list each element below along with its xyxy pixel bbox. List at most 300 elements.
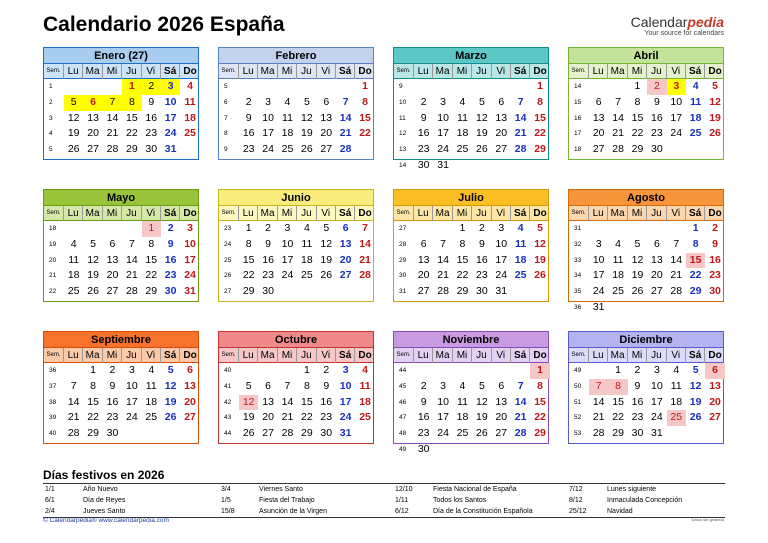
weekday-header: Ju xyxy=(122,206,141,221)
weekday-header: Ju xyxy=(647,64,666,79)
week-number: 10 xyxy=(399,98,407,106)
weekday-header: Mi xyxy=(103,348,122,363)
day-cell: 8 xyxy=(537,379,543,392)
weekday-header: Sá xyxy=(511,206,530,221)
weekday-header: Ma xyxy=(608,64,627,79)
weekday-header: Mi xyxy=(278,64,297,79)
holiday-date: 7/12 xyxy=(569,486,583,493)
day-cell: 12 xyxy=(67,111,80,124)
empty-day xyxy=(103,221,122,237)
footer-note: Datos sin garantía xyxy=(691,517,724,522)
day-cell: 31 xyxy=(339,427,352,440)
empty-day xyxy=(278,284,297,300)
month-11 xyxy=(393,331,549,455)
week-number: 35 xyxy=(574,288,582,296)
day-cell: 7 xyxy=(517,379,524,392)
day-cell: 10 xyxy=(164,95,177,108)
day-cell: 30 xyxy=(262,285,274,298)
weekday-header: Sá xyxy=(686,64,705,79)
day-cell: 12 xyxy=(631,253,644,266)
day-cell: 4 xyxy=(70,237,77,250)
holiday-name: Año Nuevo xyxy=(83,486,118,493)
weekday-header: Lu xyxy=(239,348,258,363)
day-cell: 19 xyxy=(242,411,255,424)
empty-day xyxy=(647,300,666,316)
day-cell: 29 xyxy=(242,285,255,298)
day-cell: 20 xyxy=(592,127,605,140)
day-cell: 8 xyxy=(303,379,310,392)
day-cell: 5 xyxy=(634,237,641,250)
day-cell: 12 xyxy=(87,253,99,266)
day-cell: 18 xyxy=(145,395,158,408)
empty-day xyxy=(492,158,511,174)
day-cell: 27 xyxy=(320,143,333,156)
empty-day xyxy=(122,221,141,237)
day-cell: 27 xyxy=(106,285,119,298)
day-cell: 11 xyxy=(690,95,702,108)
empty-day xyxy=(239,79,258,95)
week-number: 43 xyxy=(224,414,232,422)
holiday-name: Día de la Constitución Española xyxy=(433,508,533,515)
weekday-header: Vi xyxy=(667,348,686,363)
weekday-header: Ju xyxy=(472,206,491,221)
empty-day xyxy=(667,426,686,442)
day-cell: 14 xyxy=(339,111,352,124)
day-cell: 17 xyxy=(651,395,663,408)
empty-day xyxy=(472,363,491,379)
holiday-name: Todos los Santos xyxy=(433,497,487,504)
day-cell: 12 xyxy=(689,379,702,392)
holiday-date: 25/12 xyxy=(569,508,587,515)
weekday-header: Mi xyxy=(103,206,122,221)
week-number: 20 xyxy=(49,256,57,264)
weekday-header: Ma xyxy=(83,64,102,79)
week-number: 42 xyxy=(224,398,232,406)
week-number: 38 xyxy=(49,398,57,406)
holiday-name: Fiesta del Trabajo xyxy=(259,497,315,504)
day-cell: 26 xyxy=(534,269,546,282)
month-name: Abril xyxy=(569,48,723,64)
weekday-header: Do xyxy=(358,66,372,77)
day-cell: 2 xyxy=(478,222,485,234)
weekday-header: Ju xyxy=(297,64,316,79)
day-cell: 7 xyxy=(342,95,349,108)
month-12 xyxy=(568,331,724,444)
day-cell: 5 xyxy=(692,364,699,376)
empty-day xyxy=(64,221,83,237)
empty-day xyxy=(530,158,549,174)
day-cell: 15 xyxy=(359,111,371,124)
day-cell: 19 xyxy=(476,411,488,424)
day-cell: 3 xyxy=(187,222,193,234)
week-number: 15 xyxy=(574,98,582,106)
empty-day xyxy=(608,79,627,95)
empty-day xyxy=(453,79,472,95)
day-cell: 24 xyxy=(262,143,274,156)
weekday-header: Do xyxy=(358,208,372,219)
day-cell: 25 xyxy=(612,285,624,298)
day-cell: 7 xyxy=(284,379,291,392)
empty-day xyxy=(122,426,141,442)
week-number: 39 xyxy=(49,414,57,422)
day-cell: 7 xyxy=(362,222,368,234)
weekday-header: Vi xyxy=(667,206,686,221)
day-cell: 19 xyxy=(164,395,177,408)
day-cell: 13 xyxy=(495,395,508,408)
empty-day xyxy=(511,363,530,379)
week-number: 49 xyxy=(399,445,407,453)
day-cell: 4 xyxy=(148,364,155,376)
weekday-header: Lu xyxy=(239,206,258,221)
day-cell: 21 xyxy=(67,411,80,424)
weekday-header: Do xyxy=(533,66,547,77)
week-number-header: Sem. xyxy=(219,206,239,221)
day-cell: 8 xyxy=(122,95,141,111)
day-cell: 28 xyxy=(339,143,352,156)
week-number: 8 xyxy=(224,130,228,138)
day-cell: 22 xyxy=(612,411,624,424)
page-title: Calendario 2026 España xyxy=(43,13,285,36)
logo-part1: Calendar xyxy=(630,14,688,30)
day-cell: 9 xyxy=(109,379,116,392)
day-cell: 28 xyxy=(514,143,527,156)
calendarpedia-logo[interactable] xyxy=(631,14,724,38)
day-cell: 9 xyxy=(245,111,252,124)
day-cell: 19 xyxy=(320,253,333,266)
holiday-name: Navidad xyxy=(607,508,633,515)
day-cell: 16 xyxy=(164,253,177,266)
day-cell: 24 xyxy=(339,411,352,424)
day-cell: 3 xyxy=(440,379,446,392)
day-cell: 11 xyxy=(184,95,196,108)
holidays-section xyxy=(43,467,725,518)
day-cell: 6 xyxy=(498,95,505,108)
month-5 xyxy=(43,189,199,302)
day-cell: 28 xyxy=(126,285,138,298)
empty-day xyxy=(161,426,180,442)
day-cell: 2 xyxy=(634,364,641,376)
day-cell: 11 xyxy=(68,253,80,266)
day-cell: 18 xyxy=(281,127,294,140)
week-number: 41 xyxy=(224,382,232,390)
week-number: 29 xyxy=(399,256,407,264)
logo-tagline: Your source for calendars xyxy=(644,30,724,37)
day-cell: 20 xyxy=(495,127,508,140)
weekday-header: Ma xyxy=(258,206,277,221)
footer-link[interactable]: © Calendarpedia® www.calendarpedia.com xyxy=(43,517,169,524)
day-cell: 19 xyxy=(301,127,313,140)
day-cell: 6 xyxy=(109,237,116,250)
day-cell: 4 xyxy=(303,222,310,234)
day-cell: 8 xyxy=(608,379,627,395)
day-cell: 1 xyxy=(303,364,310,376)
week-number-header: Sem. xyxy=(44,348,64,363)
month-10 xyxy=(218,331,374,444)
empty-day xyxy=(667,142,686,158)
day-cell: 25 xyxy=(301,269,313,282)
day-cell: 12 xyxy=(320,237,333,250)
day-cell: 18 xyxy=(184,111,196,124)
day-cell: 5 xyxy=(90,237,96,250)
weekday-header: Ju xyxy=(297,348,316,363)
day-cell: 22 xyxy=(456,269,469,282)
day-cell: 23 xyxy=(651,127,663,140)
day-cell: 21 xyxy=(514,411,527,424)
day-cell: 11 xyxy=(457,111,468,124)
weekday-header: Sá xyxy=(161,206,180,221)
holidays-heading: Días festivos en 2026 xyxy=(43,468,165,482)
day-cell: 18 xyxy=(301,253,313,266)
weekday-header: Ju xyxy=(122,64,141,79)
weekday-header: Sá xyxy=(686,206,705,221)
day-cell: 10 xyxy=(437,395,449,408)
day-cell: 9 xyxy=(265,237,271,250)
holiday-name: Fiesta Nacional de España xyxy=(433,486,517,493)
empty-day xyxy=(686,142,705,158)
week-number: 7 xyxy=(224,114,228,122)
day-cell: 17 xyxy=(262,127,274,140)
day-cell: 5 xyxy=(537,222,543,234)
day-cell: 14 xyxy=(670,253,683,266)
empty-day xyxy=(472,442,491,458)
weekday-header: Ma xyxy=(83,348,102,363)
day-cell: 26 xyxy=(320,269,333,282)
day-cell: 12 xyxy=(301,111,313,124)
day-cell: 23 xyxy=(164,269,177,282)
day-cell: 26 xyxy=(709,127,721,140)
week-number: 4 xyxy=(49,130,53,138)
day-cell: 13 xyxy=(106,253,119,266)
day-cell: 20 xyxy=(106,269,119,282)
day-cell: 29 xyxy=(631,143,644,156)
empty-day xyxy=(180,142,199,158)
day-cell: 9 xyxy=(323,379,330,392)
empty-day xyxy=(530,442,549,458)
week-number: 9 xyxy=(399,83,403,90)
week-number: 40 xyxy=(49,430,57,438)
empty-day xyxy=(414,221,433,237)
empty-day xyxy=(492,79,511,95)
week-number-header: Sem. xyxy=(569,206,589,221)
day-cell: 11 xyxy=(515,237,527,250)
week-number: 30 xyxy=(399,272,407,280)
holiday-name: Inmaculada Concepción xyxy=(607,497,683,504)
day-cell: 25 xyxy=(667,410,686,426)
empty-day xyxy=(628,221,647,237)
weekday-header: Vi xyxy=(317,206,336,221)
empty-day xyxy=(239,363,258,379)
day-cell: 15 xyxy=(456,253,469,266)
day-cell: 17 xyxy=(184,253,196,266)
week-number: 18 xyxy=(574,146,582,154)
day-cell: 17 xyxy=(126,395,138,408)
day-cell: 2 xyxy=(109,364,116,376)
week-number: 34 xyxy=(574,272,582,280)
day-cell: 23 xyxy=(631,411,644,424)
month-name: Julio xyxy=(394,190,548,206)
day-cell: 10 xyxy=(126,379,138,392)
empty-day xyxy=(355,142,374,158)
day-cell: 4 xyxy=(187,80,193,92)
empty-day xyxy=(453,363,472,379)
weekday-header: Do xyxy=(708,66,722,77)
week-number: 37 xyxy=(49,382,57,390)
month-1 xyxy=(43,47,199,160)
day-cell: 18 xyxy=(456,411,469,424)
day-cell: 5 xyxy=(303,95,310,108)
day-cell: 8 xyxy=(90,379,96,392)
day-cell: 19 xyxy=(67,127,80,140)
day-cell: 4 xyxy=(284,95,291,108)
weekday-header: Do xyxy=(533,208,547,219)
weekday-header: Sá xyxy=(511,348,530,363)
day-cell: 15 xyxy=(631,111,644,124)
day-cell: 13 xyxy=(651,253,663,266)
logo-part2: pedia xyxy=(687,14,724,30)
day-cell: 31 xyxy=(592,300,605,313)
day-cell: 22 xyxy=(87,411,99,424)
day-cell: 4 xyxy=(692,80,699,92)
holiday-date: 3/4 xyxy=(221,486,231,493)
month-name: Octubre xyxy=(219,332,373,348)
day-cell: 26 xyxy=(301,143,313,156)
day-cell: 2 xyxy=(323,364,330,376)
weekday-header: Ju xyxy=(122,348,141,363)
day-cell: 20 xyxy=(262,411,274,424)
empty-day xyxy=(142,426,161,442)
weekday-header: Ma xyxy=(608,206,627,221)
day-cell: 29 xyxy=(301,427,313,440)
day-cell: 26 xyxy=(476,427,488,440)
empty-day xyxy=(589,221,608,237)
day-cell: 29 xyxy=(534,427,546,440)
weekday-header: Sá xyxy=(161,348,180,363)
day-cell: 9 xyxy=(420,111,427,124)
day-cell: 5 xyxy=(64,95,83,111)
weekday-header: Mi xyxy=(453,348,472,363)
week-number: 52 xyxy=(574,414,582,422)
weekday-header: Lu xyxy=(589,64,608,79)
day-cell: 1 xyxy=(245,222,252,234)
day-cell: 2 xyxy=(265,222,271,234)
empty-day xyxy=(511,284,530,300)
day-cell: 27 xyxy=(495,143,508,156)
day-cell: 18 xyxy=(689,111,702,124)
day-cell: 6 xyxy=(498,379,505,392)
week-number: 31 xyxy=(574,225,582,232)
day-cell: 10 xyxy=(670,95,683,108)
day-cell: 4 xyxy=(459,95,466,108)
day-cell: 24 xyxy=(126,411,138,424)
day-cell: 20 xyxy=(339,253,352,266)
day-cell: 3 xyxy=(265,95,271,108)
day-cell: 21 xyxy=(126,269,138,282)
week-number: 27 xyxy=(224,288,232,296)
holiday-date: 2/4 xyxy=(45,508,55,515)
month-7 xyxy=(393,189,549,302)
empty-day xyxy=(686,300,705,316)
day-cell: 9 xyxy=(634,379,641,392)
empty-day xyxy=(453,158,472,174)
day-cell: 15 xyxy=(242,253,255,266)
day-cell: 6 xyxy=(187,364,193,376)
week-number-header: Sem. xyxy=(394,64,414,79)
week-number: 17 xyxy=(574,130,582,138)
day-cell: 20 xyxy=(87,127,99,140)
week-number: 18 xyxy=(49,225,57,232)
day-cell: 15 xyxy=(301,395,313,408)
month-9 xyxy=(43,331,199,444)
week-number: 44 xyxy=(224,430,232,438)
day-cell: 24 xyxy=(651,411,663,424)
day-cell: 16 xyxy=(651,111,663,124)
weekday-header: Mi xyxy=(278,348,297,363)
day-cell: 15 xyxy=(686,253,705,269)
week-number: 36 xyxy=(49,367,57,374)
weekday-header: Lu xyxy=(589,348,608,363)
day-cell: 17 xyxy=(164,111,177,124)
day-cell: 21 xyxy=(514,127,527,140)
month-name: Junio xyxy=(219,190,373,206)
weekday-header: Lu xyxy=(414,206,433,221)
day-cell: 27 xyxy=(651,285,663,298)
week-number: 12 xyxy=(399,130,407,138)
day-cell: 9 xyxy=(148,95,155,108)
day-cell: 7 xyxy=(673,237,680,250)
day-cell: 6 xyxy=(83,95,102,111)
holiday-date: 12/10 xyxy=(395,486,413,493)
day-cell: 22 xyxy=(534,127,546,140)
week-number: 14 xyxy=(399,161,407,169)
day-cell: 25 xyxy=(359,411,371,424)
week-number: 19 xyxy=(49,240,57,248)
day-cell: 2 xyxy=(420,95,427,108)
empty-day xyxy=(64,363,83,379)
empty-day xyxy=(705,300,724,316)
month-name: Diciembre xyxy=(569,332,723,348)
empty-day xyxy=(608,221,627,237)
day-cell: 22 xyxy=(145,269,158,282)
day-cell: 18 xyxy=(514,253,527,266)
day-cell: 8 xyxy=(245,237,252,250)
day-cell: 30 xyxy=(106,427,119,440)
day-cell: 5 xyxy=(478,379,485,392)
week-number: 5 xyxy=(49,146,53,154)
day-cell: 16 xyxy=(631,395,644,408)
empty-day xyxy=(686,426,705,442)
day-cell: 25 xyxy=(67,285,80,298)
day-cell: 13 xyxy=(320,111,333,124)
day-cell: 13 xyxy=(262,395,274,408)
day-cell: 12 xyxy=(239,395,258,411)
day-cell: 18 xyxy=(359,395,371,408)
empty-day xyxy=(336,79,355,95)
holiday-name: Jueves Santo xyxy=(83,508,126,515)
day-cell: 24 xyxy=(164,127,177,140)
day-cell: 3 xyxy=(498,222,505,234)
day-cell: 14 xyxy=(437,253,449,266)
day-cell: 8 xyxy=(692,237,699,250)
day-cell: 17 xyxy=(281,253,294,266)
month-4 xyxy=(568,47,724,160)
day-cell: 1 xyxy=(122,79,141,95)
day-cell: 29 xyxy=(612,427,624,440)
day-cell: 2 xyxy=(712,222,718,234)
day-cell: 3 xyxy=(128,364,135,376)
day-cell: 29 xyxy=(534,143,546,156)
week-number: 45 xyxy=(399,382,407,390)
weekday-header: Sá xyxy=(686,348,705,363)
